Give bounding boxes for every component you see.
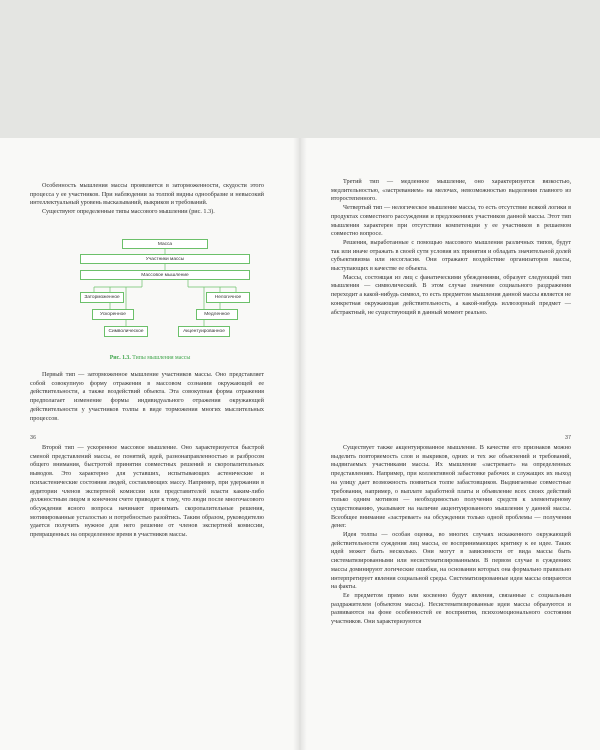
book-gutter-lower xyxy=(293,450,307,750)
diagram-box-accentuated: Акцентуированное xyxy=(178,326,230,337)
lower-spread xyxy=(0,444,600,750)
diagram-box-slow: Медленное xyxy=(196,309,238,320)
paragraph: Четвертый тип — нелогическое мышление массы, то есть отсутствие всякой логики в продуктах совместного рассуждения и предложениях участников данной массы. Этот тип мышления характерен при отсутствии компетенции у ее участников в решаемом совместно вопросе. xyxy=(331,204,571,238)
paragraph: Ее предметом прямо или косвенно будут явления, связанные с социальным раздражителем (объектом массы). Несистематизированные идеи массы образуются и развиваются на фоне особенностей ее восприятия, психоэмоционального состояния участников. Они характеризуются xyxy=(331,591,571,626)
diagram-box-members: Участники массы xyxy=(80,254,250,264)
paragraph: Массы, состоящая из лиц с фанатическими убеждениями, образует следующий тип мышления — символический. В этом случае значение социального раздражения переходит а какой-нибудь символ, то есть предметом мышления данной массы является не конкретная окружающая действительность, а какой-нибудь иллюзорный предмет — абстрактный, не существующий в данный момент реально. xyxy=(331,273,571,316)
right-body-text xyxy=(331,178,571,317)
diagram-box-illogical: Нелогичное xyxy=(206,292,250,303)
diagram-box-inhibited: Заторможенное xyxy=(80,292,124,303)
diagram-box-symbolic: Символическое xyxy=(104,326,148,337)
paragraph: Третий тип — медленное мышление, оно характеризуется вязкостью, медлительностью, «застреванием» на мелочах, невозможностью выделения главного из второстепенного. xyxy=(331,178,571,203)
mass-thinking-diagram xyxy=(80,239,250,347)
paragraph: Идея толпы — особая оценка, во многих случаях искаженного окружающей действительности суждения лиц массы, ее воспринимающих критику к ее идее. Таких идей может быть несколько. Они могут в зависимости от вида массы быть систематизированными или несистематизированными. В первом случае в суждениях массы доминируют логические ошибки, на основании которых она формально правильно интерпретирует явления социальной среды. Систематизированные идеи массы опираются на факты. xyxy=(331,531,571,591)
paragraph: Существуют определенные типы массового мышлении (рис. 1.3). xyxy=(42,208,215,216)
left-body-continued xyxy=(30,444,264,540)
left-body-text xyxy=(30,371,264,423)
paragraph: Первый тип — заторможенное мышление участников массы. Оно представляет собой совокупную форму отражения в массовом сознании окружающей ее действительности, а также воздействий объекта. Эта совокупная форма отражения предполагает изменение формы индивидуального отражения окружающей действительности у участников толпы в виде торможения многих мыслительных процессов. xyxy=(30,371,264,422)
paragraph: Существует также акцентуированное мышление. В качестве его признаков можно выделить повторяемость слов и выкриков, одних и тех же объяснений и требований, выдвигаемых участниками массы. Их мышление «застревает» на определенных представлениях. Например, при коллективной забастовке рабочих и служащих их выход на улицу дает возможность появиться толпе забастовщиков. Выдвигаемые совместные требования, например, о выплате заработной платы и объявление всех своих действий только одним мотивом — необходимостью получения средств к элементарному существованию, указывают на наличие акцентуированного мышления у данной массы. Всеобщее внимание «застревает» на обсуждении только одной проблемы — получения денег. xyxy=(331,444,571,530)
page-number-left: 36 xyxy=(30,435,37,441)
page-number-right: 37 xyxy=(565,435,572,441)
right-page xyxy=(300,138,600,450)
figure-caption-text: Типы мышления массы xyxy=(132,355,191,361)
left-page xyxy=(0,138,300,450)
right-body-continued xyxy=(331,444,571,627)
book-spread xyxy=(0,138,600,450)
diagram-box-accelerated: Ускоренное xyxy=(92,309,134,320)
paragraph: Второй тип — ускоренное массовое мышление. Оно характеризуется быстрой сменой представлений массы, ее понятий, идей, разнонаправленностью и разбросом общего внимания, быстротой принятия совместных решений и скоропалительных выводов. Это характерно для уставших, испытывающих астенические и психастенические состояния людей, составляющих массу. Например, при удержании в аудитории членов экспертной комиссии или представителей власти каким-либо должностным лицом в конечном счете приводит к тому, что люди после многочасового обсуждения ясного вопроса начинают принимать скоропалительные решения, мотивированные усталостью и потребностью разойтись. Таким образом, руководителю удается получить нужное для него решение от членов экспертной комиссии, превращенных на определенное время в участников массы. xyxy=(30,444,264,539)
figure-caption xyxy=(0,355,300,361)
paragraph: Особенность мышления массы проявляется в заторможенности, скудости этого процесса у ее участников. При наблюдении за толпой видны однообразие и невысокий интеллектуальный уровень высказываний, выкриков и требований. xyxy=(30,182,264,207)
diagram-box-thinking: Массовое мышление xyxy=(80,270,250,280)
left-intro-text xyxy=(30,182,264,217)
diagram-box-mass: Масса xyxy=(122,239,208,249)
figure-caption-label: Рис. 1.3. xyxy=(109,355,131,361)
paragraph: Решения, выработанные с помощью массового мышления различных типов, будут так или иначе отражать в своей сути условия их принятия и обладать значительной долей субъективизма или несогласия. Они отражают воздействие организаторов массы, выступающих в качестве ее объекта. xyxy=(331,238,571,273)
